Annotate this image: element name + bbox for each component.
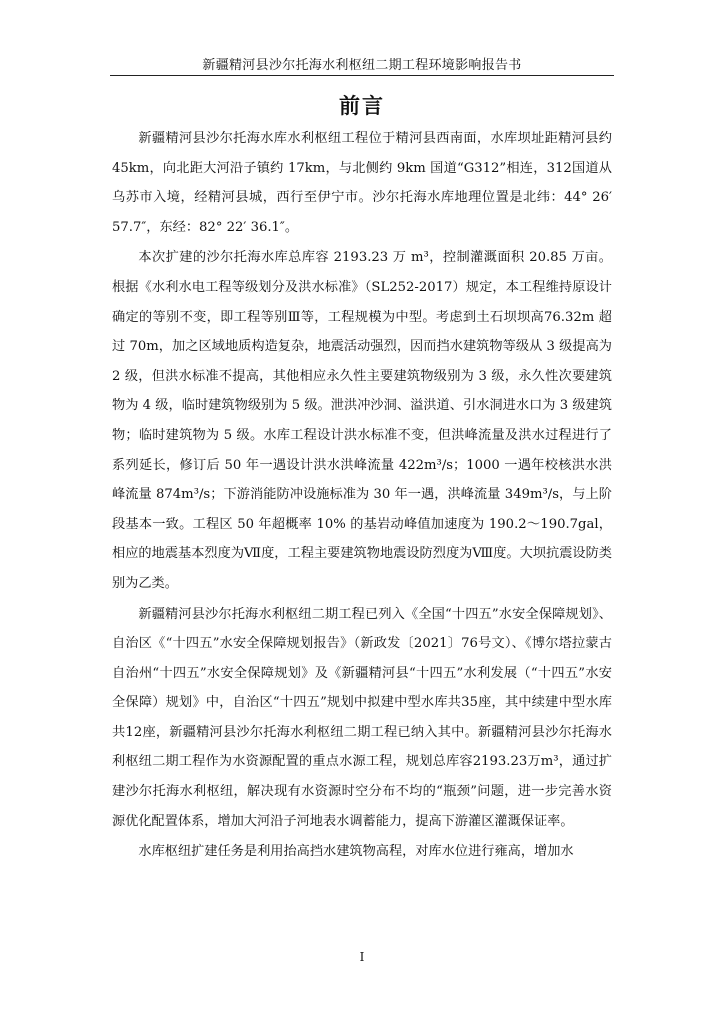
paragraph-capacity-standards: 本次扩建的沙尔托海水库总库容 2193.23 万 m³，控制灌溉面积 20.85 万亩。根据《水利水电工程等级划分及洪水标准》（SL252-2017）规定，本工程维持原设计确定的等别不变，即工程等别Ⅲ等，工程规模为中型。考虑到土石坝坝高76.32m 超过 70m，加之区域地质构造复杂，地震活动强烈，因而挡水建筑物等级从 3 级提高为 2 级，但洪水标准不提高，其他相应永久性主要建筑物级别为 3 级，永久性次要建筑物为 4 级，临时建筑物级别为 5 级。泄洪冲沙洞、溢洪道、引水洞进水口为 3 级建筑物；临时建筑物为 5 级。水库工程设计洪水标准不变，但洪峰流量及洪水过程进行了系列延长，修订后 50 年一遇设计洪水洪峰流量 422m³/s；1000 一遇年校核洪水洪峰流量 874m³/s；下游消能防冲设施标准为 30 年一遇，洪峰流量 349m³/s，与上阶段基本一致。工程区 50 年超概率 10% 的基岩动峰值加速度为 190.2～190.7gal，相应的地震基本烈度为Ⅶ度，工程主要建筑物地震设防烈度为Ⅷ度。大坝抗震设防类别为乙类。 xyxy=(112,250,612,591)
page-number: I xyxy=(359,950,365,964)
section-title: 前言 xyxy=(339,93,385,118)
running-header: 新疆精河县沙尔托海水利枢纽二期工程环境影响报告书 xyxy=(202,58,522,73)
paragraph-planning: 新疆精河县沙尔托海水利枢纽二期工程已列入《全国“十四五”水安全保障规划》、自治区《“十四五”水安全保障规划报告》（新政发〔2021〕76号文）、《博尔塔拉蒙古自治州“十四五”水安全保障规划》及《新疆精河县“十四五”水利发展（“十四五”水安全保障）规划》中，自治区“十四五”规划中拟建中型水库共35座，其中续建中型水库共12座，新疆精河县沙尔托海水利枢纽二期工程已纳入其中。新疆精河县沙尔托海水利枢纽二期工程作为水资源配置的重点水源工程，规划总库容2193.23万m³，通过扩建沙尔托海水利枢纽，解决现有水资源时空分布不均的“瓶颈”问题，进一步完善水资源优化配置体系，增加大河沿子河地表水调蓄能力，提高下游灌区灌溉保证率。 xyxy=(112,606,612,829)
paragraph-location: 新疆精河县沙尔托海水库水利枢纽工程位于精河县西南面，水库坝址距精河县约 45km，向北距大河沿子镇约 17km，与北侧约 9km 国道“G312”相连，312国道从乌苏市入境，经精河县城，西行至伊宁市。沙尔托海水库地理位置是北纬：44° 26′ 57.7″，东经：82° 22′ 36.1″。 xyxy=(112,131,612,235)
body-text xyxy=(112,124,612,867)
header-divider xyxy=(110,75,614,76)
paragraph-expansion-task: 水库枢纽扩建任务是利用抬高挡水建筑物高程，对库水位进行雍高，增加水 xyxy=(138,844,574,860)
